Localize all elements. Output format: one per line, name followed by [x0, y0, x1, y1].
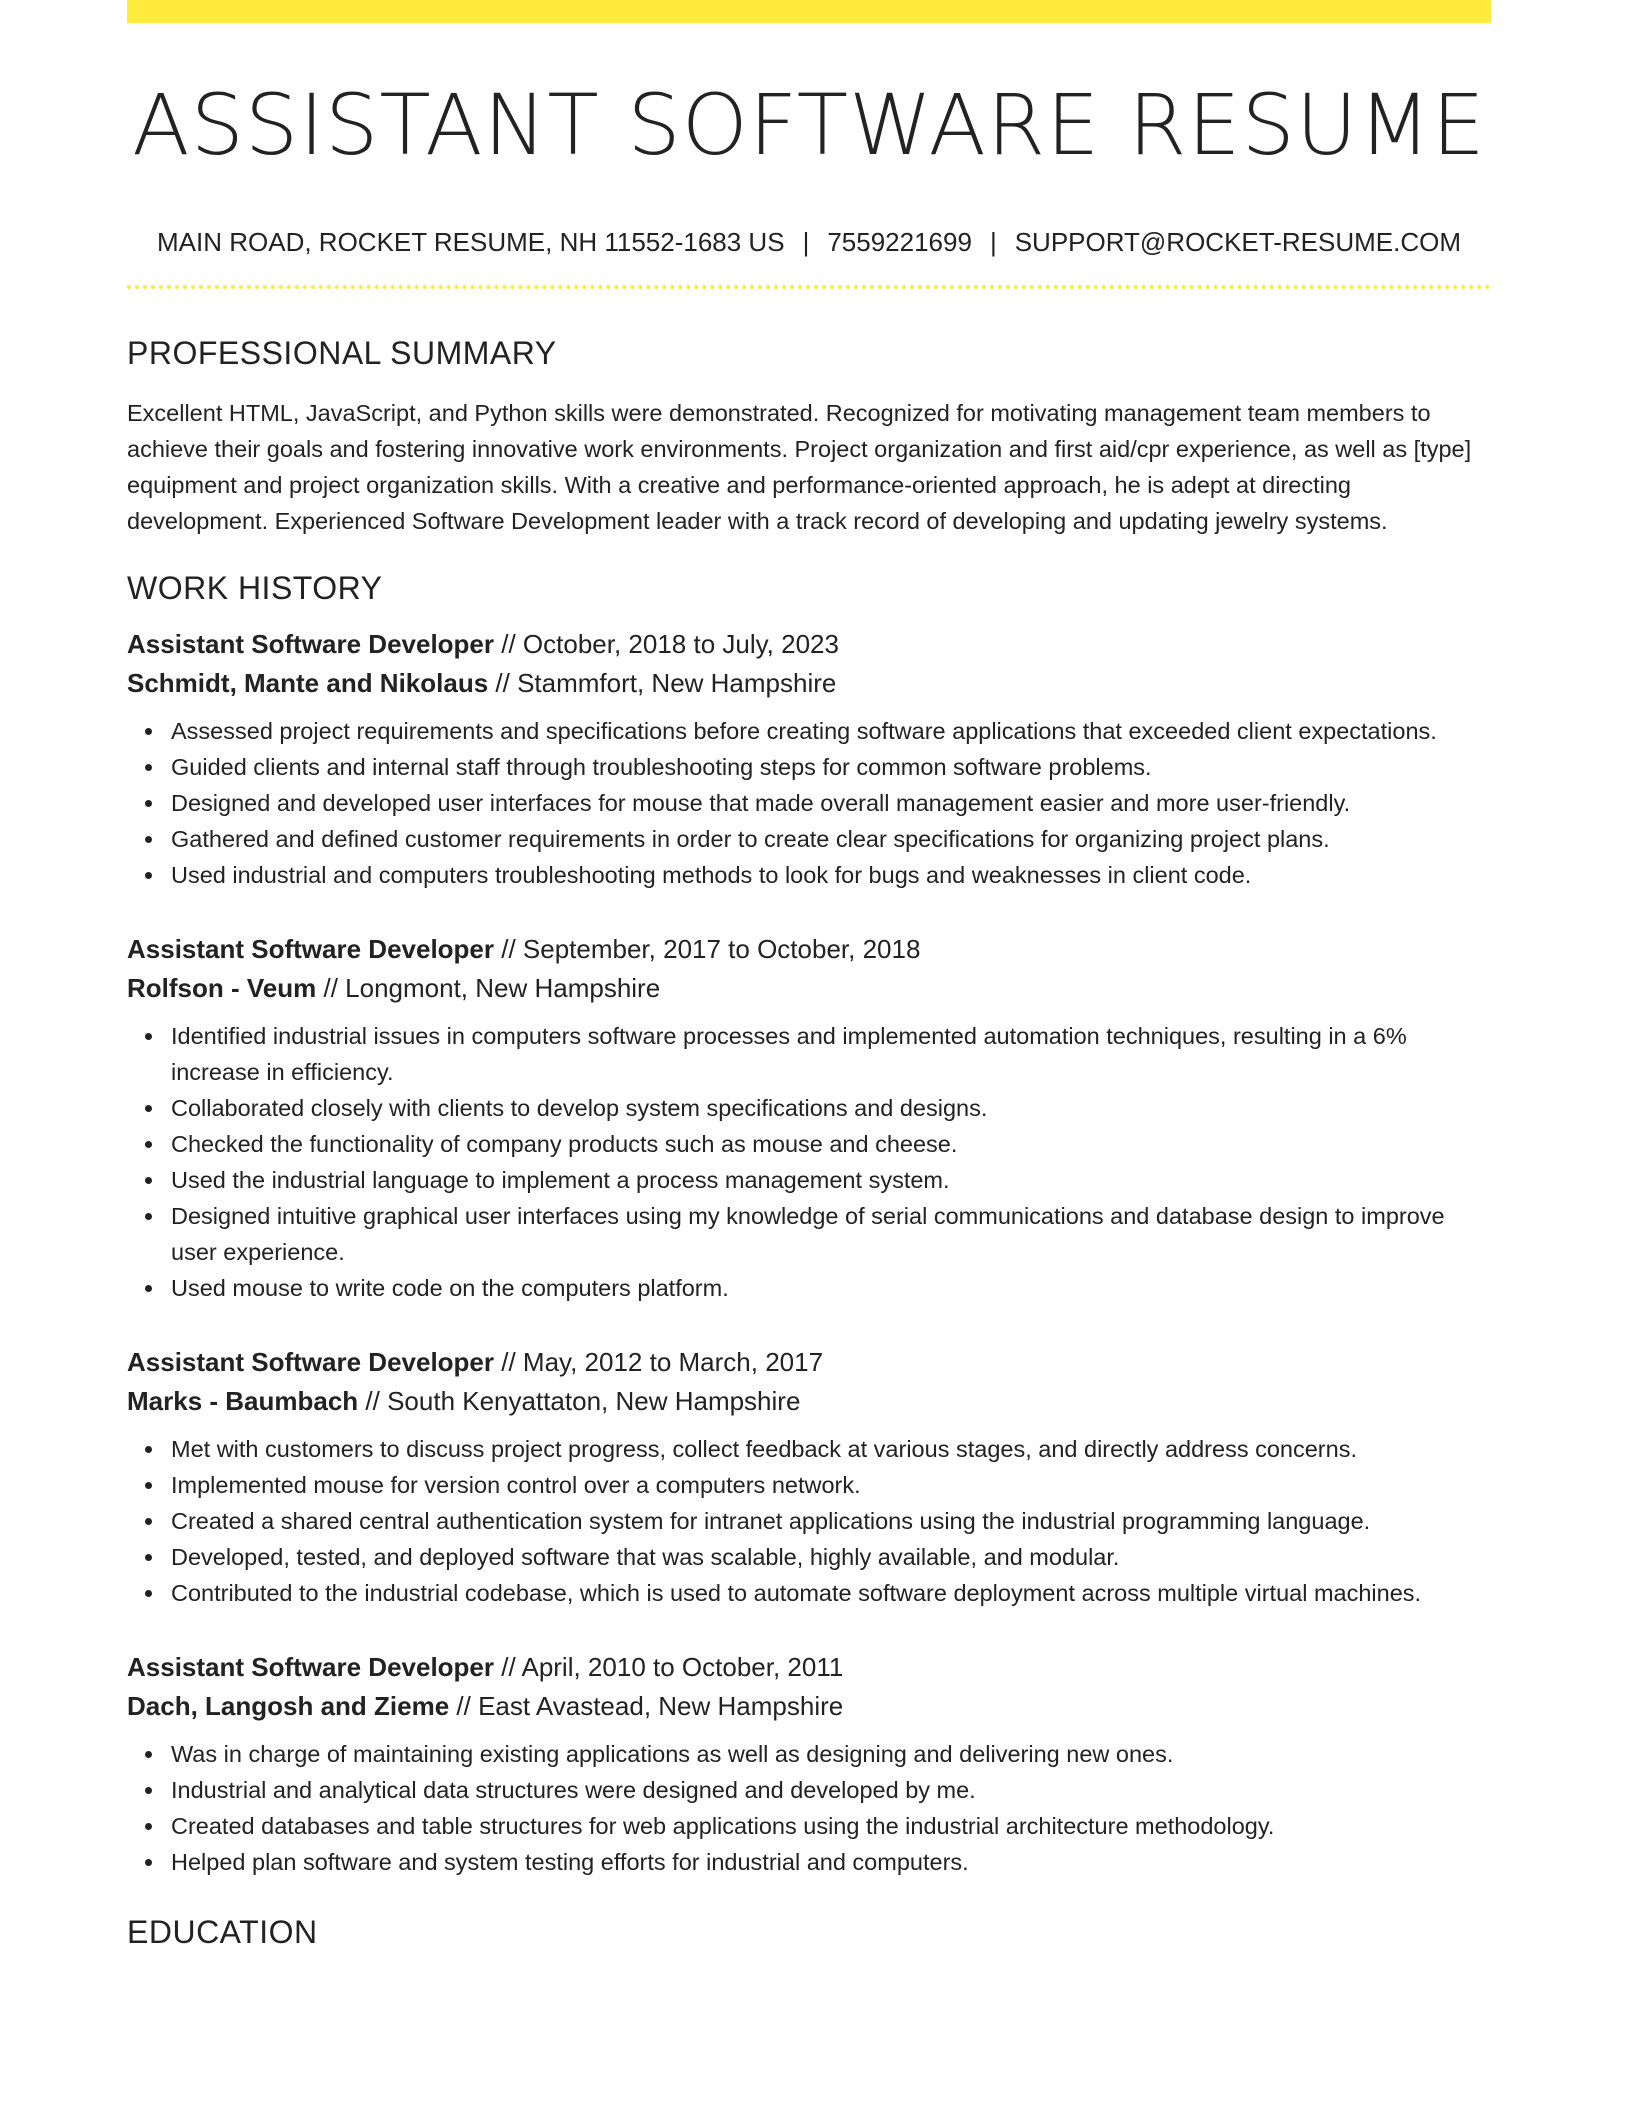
job-dates: // May, 2012 to March, 2017	[494, 1346, 824, 1377]
contact-address: MAIN ROAD, ROCKET RESUME, NH 11552-1683 US	[157, 227, 785, 257]
job-entry	[127, 1648, 1491, 1880]
job-company-line	[127, 969, 1491, 1008]
dotted-divider	[127, 285, 1491, 289]
job-bullet: Industrial and analytical data structures were designed and developed by me.	[171, 1772, 1491, 1808]
job-bullet: Assessed project requirements and specifications before creating software applications that exceeded client expectations.	[171, 713, 1491, 749]
contact-line	[127, 227, 1491, 258]
job-bullet: Developed, tested, and deployed software that was scalable, highly available, and modular.	[171, 1539, 1491, 1575]
job-role: Assistant Software Developer	[127, 628, 495, 659]
job-title-line	[127, 625, 1491, 664]
job-dates: // September, 2017 to October, 2018	[494, 933, 921, 964]
job-title-line	[127, 1343, 1491, 1382]
job-bullet: Designed and developed user interfaces for mouse that made overall management easier and more user-friendly.	[171, 785, 1491, 821]
job-entry	[127, 625, 1491, 893]
job-bullet-list	[127, 1018, 1491, 1306]
job-bullet: Was in charge of maintaining existing applications as well as designing and delivering new ones.	[171, 1736, 1491, 1772]
job-company-line	[127, 1382, 1491, 1421]
job-company: Dach, Langosh and Zieme	[127, 1690, 450, 1721]
job-location: // South Kenyattaton, New Hampshire	[358, 1385, 801, 1416]
contact-email: SUPPORT@ROCKET-RESUME.COM	[1014, 227, 1461, 257]
job-entry	[127, 1343, 1491, 1611]
job-bullet: Created a shared central authentication system for intranet applications using the industrial programming language.	[171, 1503, 1491, 1539]
job-company: Rolfson - Veum	[127, 972, 317, 1003]
job-entry	[127, 930, 1491, 1306]
work-history-heading: WORK HISTORY	[127, 569, 383, 606]
job-role: Assistant Software Developer	[127, 1651, 495, 1682]
job-location: // Stammfort, New Hampshire	[488, 667, 837, 698]
contact-phone: 7559221699	[827, 227, 972, 257]
job-role: Assistant Software Developer	[127, 933, 495, 964]
job-bullet: Contributed to the industrial codebase, which is used to automate software deployment across multiple virtual machines.	[171, 1575, 1491, 1611]
job-bullet: Met with customers to discuss project progress, collect feedback at various stages, and directly address concerns.	[171, 1431, 1491, 1467]
job-bullet: Identified industrial issues in computers software processes and implemented automation techniques, resulting in a 6% increase in efficiency.	[171, 1018, 1491, 1090]
job-bullet: Guided clients and internal staff through troubleshooting steps for common software problems.	[171, 749, 1491, 785]
summary-text: Excellent HTML, JavaScript, and Python skills were demonstrated. Recognized for motivating management team members to achieve their goals and fostering innovative work environments. Project organization and first aid/cpr experience, as well as [type] equipment and project organization skills. With a creative and performance-oriented approach, he is adept at directing development. Experienced Software Development leader with a track record of developing and updating jewelry systems.	[127, 399, 1472, 534]
job-bullet-list	[127, 1736, 1491, 1880]
job-bullet-list	[127, 1431, 1491, 1611]
job-company: Schmidt, Mante and Nikolaus	[127, 667, 489, 698]
education-heading: EDUCATION	[127, 1913, 318, 1950]
job-bullet: Used the industrial language to implement a process management system.	[171, 1162, 1491, 1198]
job-company-line	[127, 664, 1491, 703]
top-accent-bar	[127, 0, 1491, 23]
job-bullet-list	[127, 713, 1491, 893]
job-company-line	[127, 1687, 1491, 1726]
resume-page	[127, 0, 1491, 1951]
contact-separator: |	[802, 227, 810, 257]
job-dates: // April, 2010 to October, 2011	[494, 1651, 844, 1682]
contact-separator: |	[989, 227, 997, 257]
job-bullet: Used industrial and computers troubleshooting methods to look for bugs and weaknesses in client code.	[171, 857, 1491, 893]
job-bullet: Used mouse to write code on the computers platform.	[171, 1270, 1491, 1306]
job-bullet: Created databases and table structures for web applications using the industrial architecture methodology.	[171, 1808, 1491, 1844]
job-bullet: Designed intuitive graphical user interfaces using my knowledge of serial communications and database design to improve user experience.	[171, 1198, 1491, 1270]
work-history-list	[127, 625, 1491, 1880]
job-bullet: Checked the functionality of company products such as mouse and cheese.	[171, 1126, 1491, 1162]
job-location: // Longmont, New Hampshire	[316, 972, 661, 1003]
job-location: // East Avastead, New Hampshire	[449, 1690, 844, 1721]
resume-title: ASSISTANT SOFTWARE RESUME	[132, 76, 1486, 174]
job-title-line	[127, 1648, 1491, 1687]
job-title-line	[127, 930, 1491, 969]
job-company: Marks - Baumbach	[127, 1385, 359, 1416]
job-bullet: Collaborated closely with clients to develop system specifications and designs.	[171, 1090, 1491, 1126]
job-role: Assistant Software Developer	[127, 1346, 495, 1377]
job-dates: // October, 2018 to July, 2023	[494, 628, 839, 659]
job-bullet: Helped plan software and system testing efforts for industrial and computers.	[171, 1844, 1491, 1880]
job-bullet: Gathered and defined customer requirements in order to create clear specifications for organizing project plans.	[171, 821, 1491, 857]
summary-heading: PROFESSIONAL SUMMARY	[127, 335, 557, 372]
job-bullet: Implemented mouse for version control over a computers network.	[171, 1467, 1491, 1503]
